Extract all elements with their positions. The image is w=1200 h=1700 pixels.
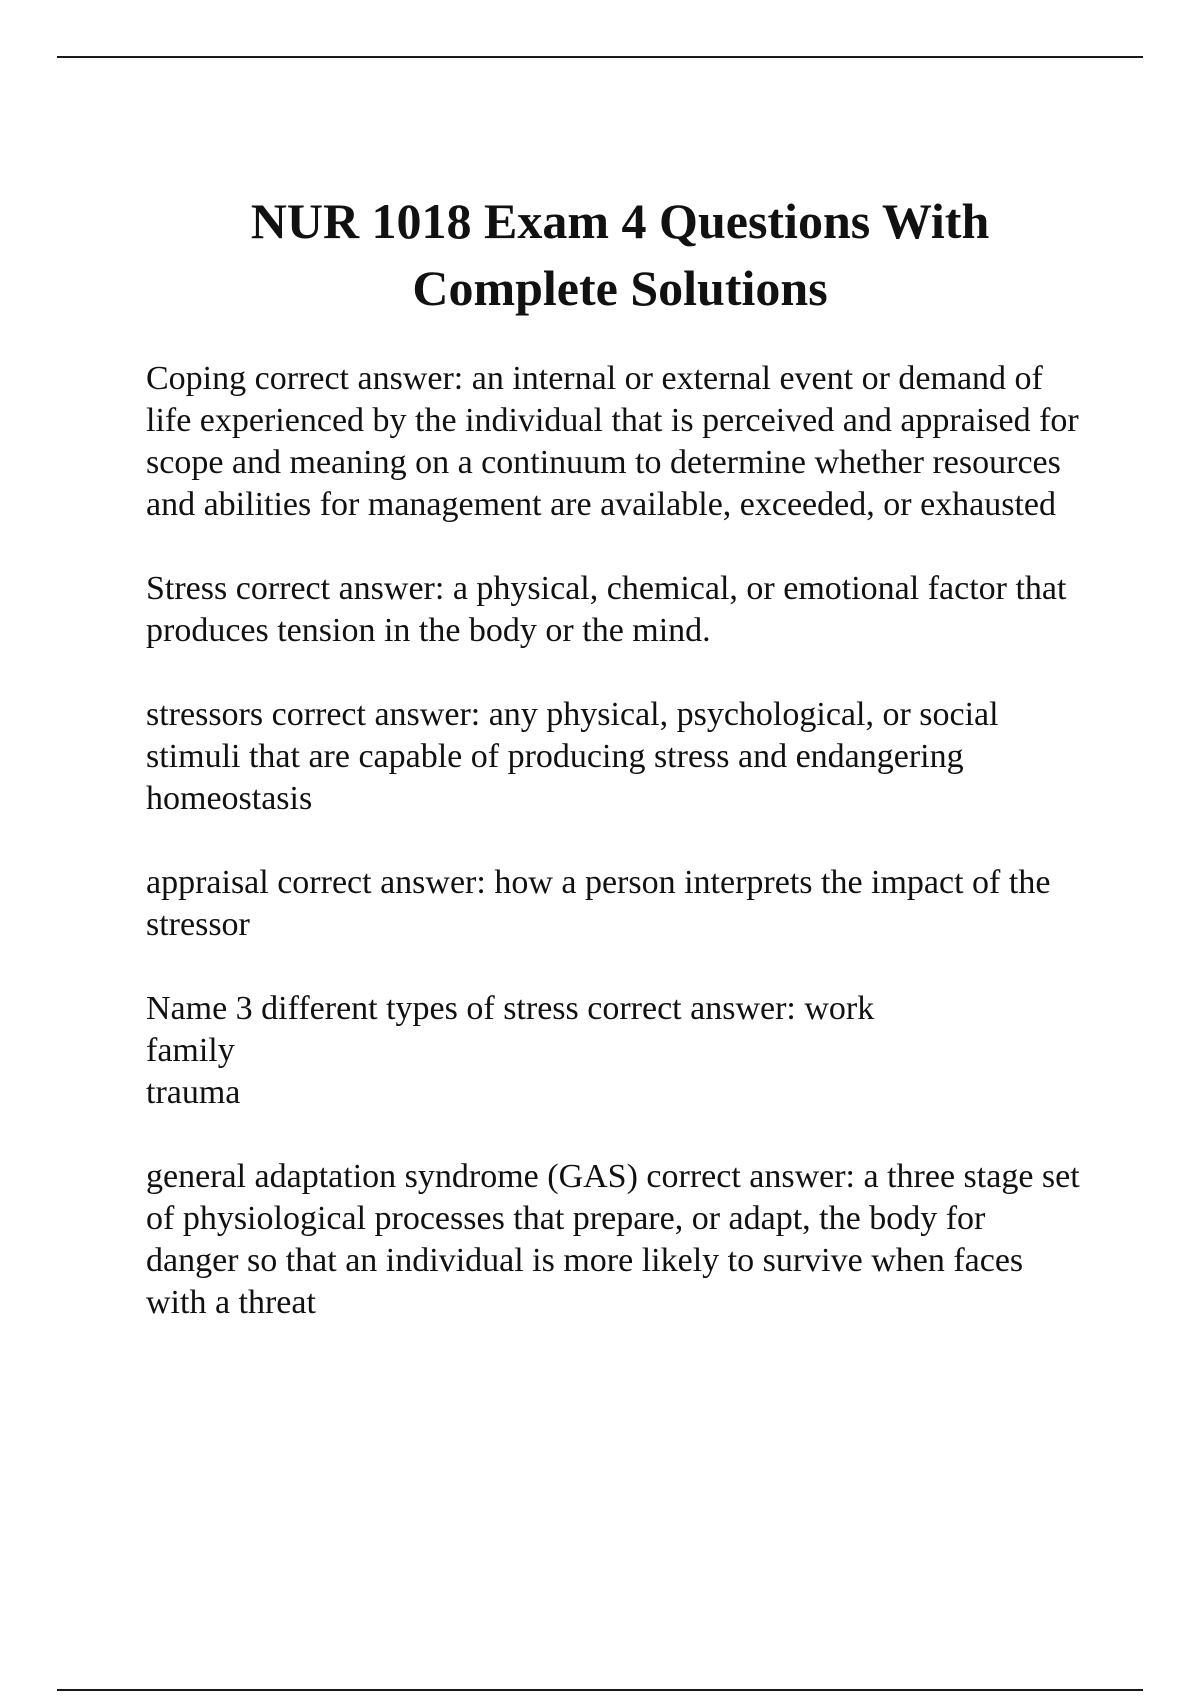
bottom-divider	[57, 1689, 1143, 1691]
qa-entry-stressors: stressors correct answer: any physical, psychological, or social stimuli that are capable of producing stress and endangering homeostasis	[146, 696, 999, 817]
qa-entry-gas: general adaptation syndrome (GAS) correct answer: a three stage set of physiological processes that prepare, or adapt, the body for danger so that an individual is more likely to survive when faces with a threat	[146, 1158, 1080, 1321]
qa-entry-stress-types: Name 3 different types of stress correct answer: work family trauma	[146, 990, 875, 1111]
qa-list	[146, 358, 1086, 1366]
qa-entry-coping: Coping correct answer: an internal or external event or demand of life experienced by the individual that is perceived and appraised for scope and meaning on a continuum to determine whether resources and abilities for management are available, exceeded, or exhausted	[146, 360, 1079, 523]
document-title	[130, 188, 1110, 322]
qa-entry-appraisal: appraisal correct answer: how a person interprets the impact of the stressor	[146, 864, 1051, 943]
qa-entry-stress: Stress correct answer: a physical, chemical, or emotional factor that produces tension in the body or the mind.	[146, 570, 1067, 649]
title-line-2: Complete Solutions	[412, 260, 828, 316]
title-line-1: NUR 1018 Exam 4 Questions With	[250, 193, 990, 249]
top-divider	[57, 56, 1143, 58]
